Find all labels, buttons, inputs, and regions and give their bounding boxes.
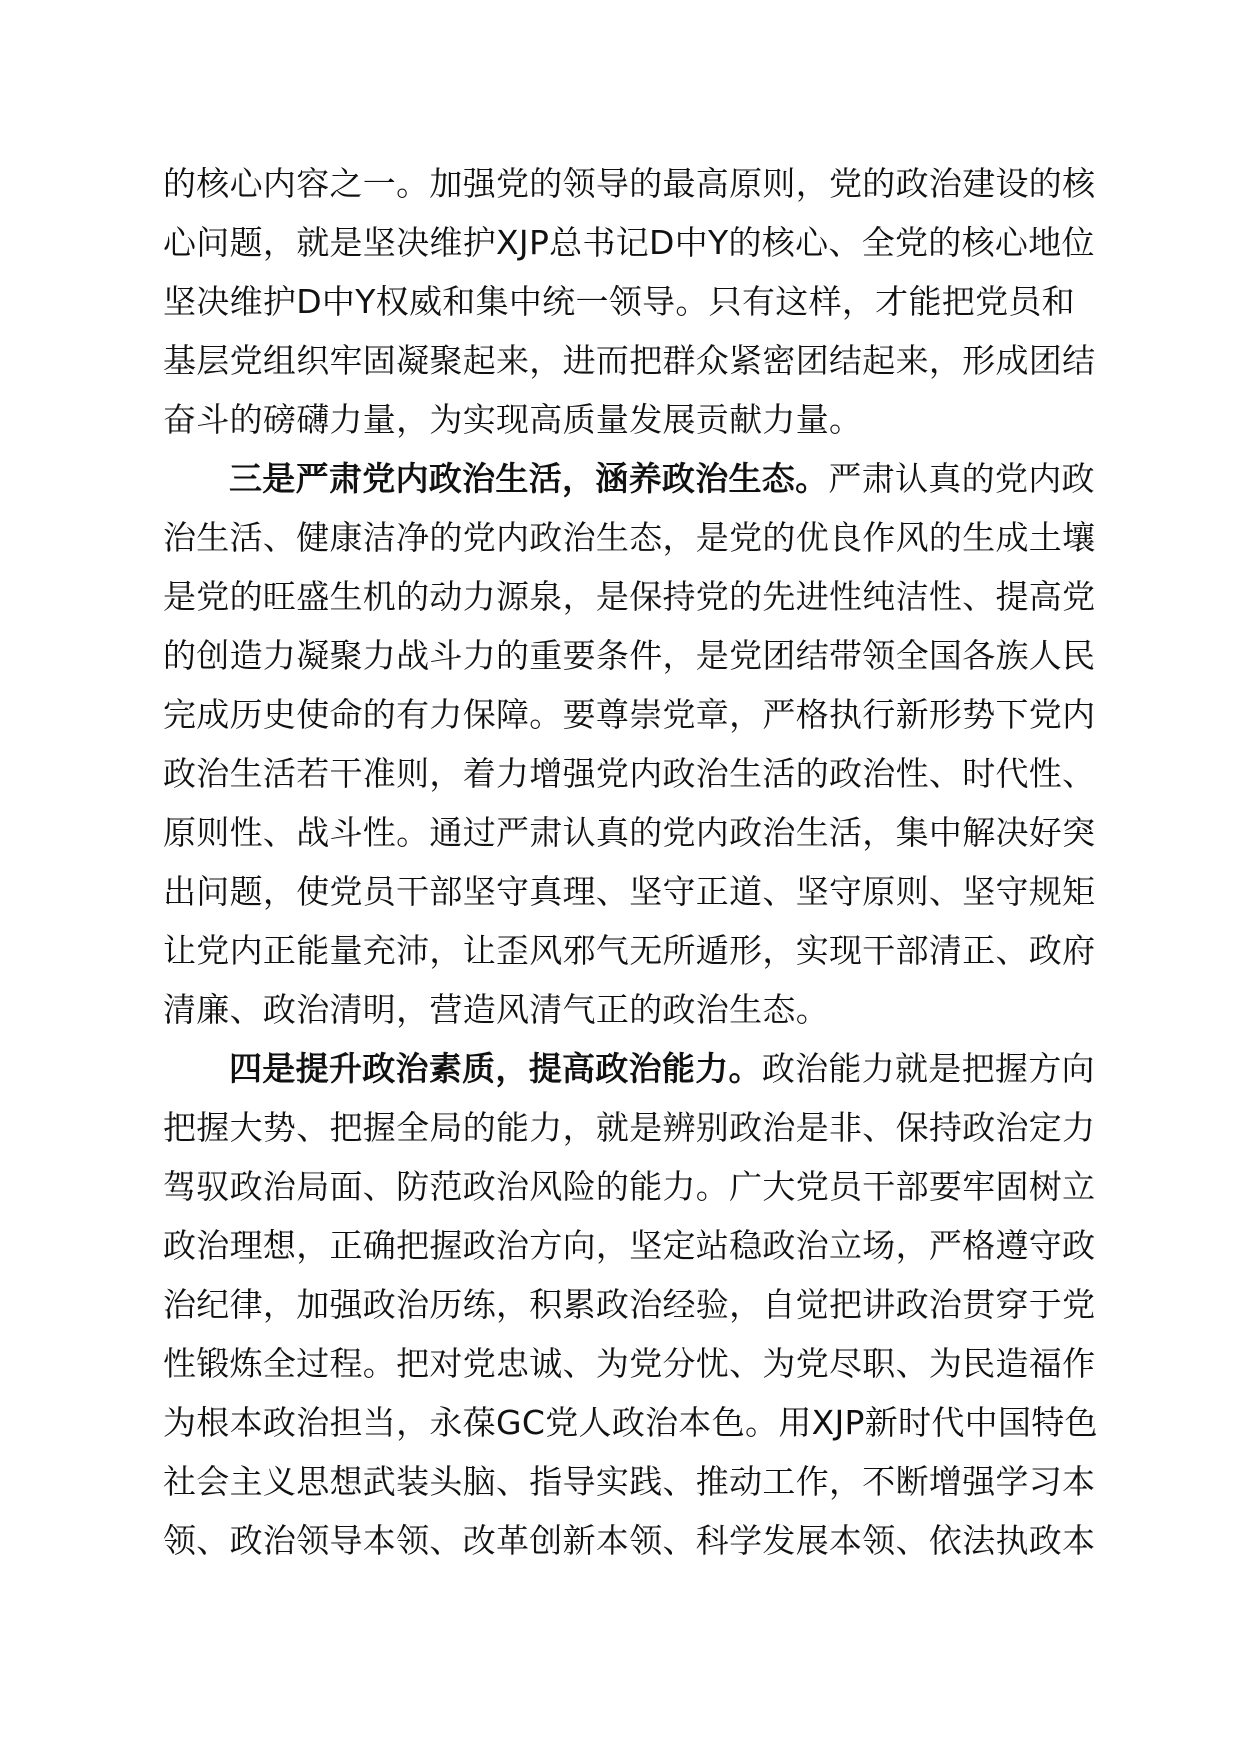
text-line: 性锻炼全过程。把对党忠诚、为党分忧、为党尽职、为民造福作 [163, 1344, 1096, 1383]
text-line: 是党的旺盛生机的动力源泉，是保持党的先进性纯洁性、提高党 [163, 577, 1096, 616]
text-line: 让党内正能量充沛，让歪风邪气无所遁形，实现干部清正、政府 [163, 931, 1096, 970]
paragraph-text: 严肃认真的党内政 [828, 459, 1095, 498]
text-line: 把握大势、把握全局的能力，就是辨别政治是非、保持政治定力 [163, 1108, 1096, 1147]
text-line: 治纪律，加强政治历练，积累政治经验，自觉把讲政治贯穿于党 [163, 1285, 1096, 1324]
text-line: 社会主义思想武装头脑、指导实践、推动工作，不断增强学习本 [163, 1462, 1096, 1501]
text-line: 治生活、健康洁净的党内政治生态，是党的优良作风的生成土壤 [163, 518, 1096, 557]
paragraph-start-line [163, 449, 1115, 508]
text-line: 原则性、战斗性。通过严肃认真的党内政治生活，集中解决好突 [163, 813, 1096, 852]
text-line: 基层党组织牢固凝聚起来，进而把群众紧密团结起来，形成团结 [163, 341, 1096, 380]
text-line: 奋斗的磅礴力量，为实现高质量发展贡献力量。 [163, 400, 863, 439]
text-line: 为根本政治担当，永葆GC党人政治本色。用XJP新时代中国特色 [163, 1403, 1098, 1442]
paragraph-heading: 四是提升政治素质，提高政治能力。 [229, 1049, 762, 1088]
paragraph-text: 政治能力就是把握方向 [761, 1049, 1095, 1088]
text-line: 领、政治领导本领、改革创新本领、科学发展本领、依法执政本 [163, 1521, 1096, 1560]
paragraph-start-line [163, 1039, 1115, 1098]
text-line: 出问题，使党员干部坚守真理、坚守正道、坚守原则、坚守规矩 [163, 872, 1096, 911]
text-line: 政治理想，正确把握政治方向，坚定站稳政治立场，严格遵守政 [163, 1226, 1096, 1265]
text-line: 完成历史使命的有力保障。要尊崇党章，严格执行新形势下党内 [163, 695, 1096, 734]
text-line: 的创造力凝聚力战斗力的重要条件，是党团结带领全国各族人民 [163, 636, 1096, 675]
text-line: 的核心内容之一。加强党的领导的最高原则，党的政治建设的核 [163, 164, 1096, 203]
text-line: 坚决维护D中Y权威和集中统一领导。只有这样，才能把党员和 [163, 282, 1075, 321]
paragraph-heading: 三是严肃党内政治生活，涵养政治生态。 [229, 459, 829, 498]
text-line: 清廉、政治清明，营造风清气正的政治生态。 [163, 990, 829, 1029]
text-line: 政治生活若干准则，着力增强党内政治生活的政治性、时代性、 [163, 754, 1096, 793]
text-line: 心问题，就是坚决维护XJP总书记D中Y的核心、全党的核心地位 [163, 223, 1095, 262]
document-body [163, 154, 1115, 1570]
text-line: 驾驭政治局面、防范政治风险的能力。广大党员干部要牢固树立 [163, 1167, 1096, 1206]
